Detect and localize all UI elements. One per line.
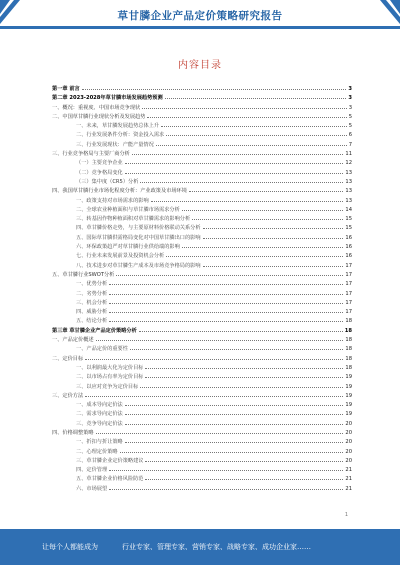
toc-entry-label: （三）集中度（CR5）分析 [76, 178, 139, 185]
toc-entry-label: （一）主要竞争企业 [76, 160, 123, 167]
toc-entry-page: 17 [345, 290, 352, 297]
toc-entry[interactable] [52, 130, 352, 139]
toc-entry[interactable] [52, 409, 352, 418]
toc-dot-leader [140, 382, 343, 388]
toc-entry[interactable] [52, 214, 352, 223]
toc-entry-label: 一、以利润最大化为定价目标 [76, 364, 144, 371]
toc-dot-leader [125, 437, 344, 443]
toc-dot-leader [109, 316, 343, 322]
toc-entry-page: 20 [345, 457, 352, 464]
toc-entry-page: 3 [348, 95, 352, 102]
toc-entry[interactable] [52, 484, 352, 493]
toc-entry-page: 18 [345, 364, 352, 371]
toc-title: 内容目录 [178, 60, 222, 71]
toc-entry-page: 18 [345, 318, 352, 325]
toc-dot-leader [125, 400, 344, 406]
toc-entry-page: 3 [348, 104, 352, 111]
toc-entry-page: 19 [345, 383, 352, 390]
toc-dot-leader [96, 428, 344, 434]
toc-entry-label: 五、国际草甘膦供需格局变化对中国草甘膦出口的影响 [76, 234, 201, 241]
toc-entry-page: 18 [344, 327, 352, 334]
toc-dot-leader [142, 103, 346, 109]
toc-entry[interactable] [52, 149, 352, 158]
toc-dot-leader [125, 409, 344, 415]
toc-entry[interactable] [52, 437, 352, 446]
toc-entry[interactable] [52, 196, 352, 205]
toc-entry-label: 一、产品定价概述 [52, 337, 94, 344]
toc-entry-page: 13 [345, 178, 352, 185]
toc-entry[interactable] [52, 363, 352, 372]
toc-dot-leader [125, 419, 344, 425]
toc-entry-label: 六、市场展望 [76, 485, 108, 492]
toc-dot-leader [165, 93, 347, 99]
toc-entry-label: 二、全球农业种植面积与草甘膦市场需求分析 [76, 206, 180, 213]
toc-entry-page: 15 [345, 216, 352, 223]
toc-entry-page: 18 [345, 355, 352, 362]
toc-dot-leader [109, 298, 343, 304]
toc-entry-label: 二、行业发展条件分析：资金投入需求 [76, 132, 165, 139]
page-header [0, 0, 400, 30]
toc-entry-page: 3 [348, 86, 352, 92]
toc-entry-page: 21 [345, 476, 352, 483]
toc-entry-label: 一、成本导向定价法 [76, 402, 123, 409]
toc-dot-leader [147, 112, 346, 118]
toc-entry-label: 二、心理定价策略 [76, 448, 118, 455]
toc-entry-label: 三、转基因作物种植面积对草甘膦需求的影响分析 [76, 216, 191, 223]
toc-entry-label: 五、结论分析 [76, 318, 108, 325]
toc-entry-label: （二）竞争格局变化 [76, 169, 123, 176]
toc-entry[interactable] [52, 382, 352, 391]
toc-entry-label: 第二章 2023-2028年草甘膦市场发展趋势预测 [52, 95, 163, 102]
toc-dot-leader [125, 168, 344, 174]
table-of-contents [52, 84, 352, 493]
toc-entry-page: 11 [345, 151, 352, 158]
toc-entry[interactable] [52, 205, 352, 214]
toc-dot-leader [192, 214, 343, 220]
toc-entry[interactable] [52, 428, 352, 437]
toc-entry-page: 5 [348, 123, 352, 130]
toc-dot-leader [145, 456, 343, 462]
toc-entry-page: 18 [345, 337, 352, 344]
toc-entry[interactable] [52, 354, 352, 363]
toc-entry[interactable] [52, 335, 352, 344]
toc-entry[interactable] [52, 84, 352, 93]
toc-entry-page: 7 [348, 141, 352, 148]
toc-dot-leader [145, 474, 343, 480]
toc-entry-label: 七、行业未来发展前景及投资机会分析 [76, 253, 165, 260]
toc-dot-leader [120, 447, 344, 453]
toc-dot-leader [109, 289, 343, 295]
toc-entry[interactable] [52, 400, 352, 409]
toc-entry-page: 17 [345, 309, 352, 316]
toc-entry-label: 一、产品定价的重要性 [76, 346, 128, 353]
toc-entry-label: 五、草甘膦企业价格风险防范 [76, 476, 144, 483]
toc-entry-label: 一、未来，草甘膦发展趋势总体上升 [76, 123, 160, 130]
toc-entry[interactable] [52, 177, 352, 186]
toc-entry-label: 一、概况：重视度、中国市场竞争现状 [52, 104, 141, 111]
toc-entry[interactable] [52, 242, 352, 251]
toc-dot-leader [166, 251, 343, 257]
toc-entry-page: 16 [345, 253, 352, 260]
toc-entry[interactable] [52, 307, 352, 316]
toc-dot-leader [139, 326, 343, 332]
toc-entry[interactable] [52, 270, 352, 279]
toc-entry[interactable] [52, 474, 352, 483]
toc-entry-page: 19 [345, 392, 352, 399]
toc-entry-label: 三、定价方法 [52, 392, 84, 399]
toc-entry-page: 14 [345, 206, 352, 213]
toc-dot-leader [85, 391, 343, 397]
toc-entry[interactable] [52, 289, 352, 298]
toc-dot-leader [161, 121, 347, 127]
toc-entry[interactable] [52, 316, 352, 325]
toc-dot-leader [82, 84, 347, 90]
toc-entry-label: 八、技术进步对草甘膦生产成本及市场竞争格局的影响 [76, 262, 201, 269]
toc-entry[interactable] [52, 465, 352, 474]
toc-entry-page: 21 [345, 467, 352, 474]
toc-entry-label: 六、环保政策趋严对草甘膦行业供给端的影响 [76, 244, 180, 251]
toc-entry-page: 15 [345, 225, 352, 232]
toc-entry-label: 一、政策支持对市场需求的影响 [76, 197, 149, 204]
toc-entry-label: 三、行业发展现状：产能产量情况 [76, 141, 154, 148]
toc-entry-label: 第三章 草甘膦企业产品定价策略分析 [52, 327, 137, 334]
toc-entry[interactable] [52, 344, 352, 353]
toc-entry[interactable] [52, 279, 352, 288]
toc-entry-label: 三、机会分析 [76, 299, 108, 306]
toc-dot-leader [96, 335, 344, 341]
toc-entry-label: 三、竞争导向定价法 [76, 420, 123, 427]
toc-entry-page: 19 [345, 402, 352, 409]
toc-entry[interactable] [52, 93, 352, 102]
toc-entry-label: 四、定价管理 [76, 467, 108, 474]
toc-entry[interactable] [52, 298, 352, 307]
toc-dot-leader [203, 233, 344, 239]
toc-entry[interactable] [52, 447, 352, 456]
toc-dot-leader [156, 140, 347, 146]
toc-entry-page: 5 [348, 113, 352, 120]
toc-entry-page: 6 [348, 132, 352, 139]
toc-entry-label: 二、以市场占有率为定价目标 [76, 374, 144, 381]
toc-entry[interactable] [52, 261, 352, 270]
toc-entry-page: 13 [345, 188, 352, 195]
toc-entry[interactable] [52, 223, 352, 232]
toc-entry-label: 二、劣势分析 [76, 290, 108, 297]
toc-entry-page: 17 [345, 299, 352, 306]
toc-dot-leader [130, 344, 344, 350]
toc-entry-label: 二、定价目标 [52, 355, 84, 362]
toc-entry-page: 20 [345, 439, 352, 446]
toc-entry[interactable] [52, 140, 352, 149]
footer-slogan-left: 让每个人都能成为 [42, 543, 98, 551]
toc-dot-leader [151, 196, 344, 202]
toc-entry-page: 20 [345, 448, 352, 455]
toc-dot-leader [109, 465, 343, 471]
toc-entry-label: 三、草甘膦企业定价策略建议 [76, 457, 144, 464]
toc-dot-leader [182, 242, 344, 248]
toc-entry[interactable] [52, 233, 352, 242]
toc-dot-leader [182, 205, 344, 211]
toc-dot-leader [125, 158, 344, 164]
toc-entry[interactable] [52, 168, 352, 177]
footer-slogan-right: 行业专家、管理专家、营销专家、战略专家、成功企业家…… [122, 543, 311, 551]
page-footer [0, 529, 400, 565]
toc-dot-leader [166, 130, 346, 136]
toc-entry-label: 二、需求导向定价法 [76, 411, 123, 418]
toc-entry-label: 四、草甘膦价格走势，与主要原材料价格联动关系分析 [76, 225, 201, 232]
toc-entry[interactable] [52, 112, 352, 121]
toc-entry-label: 三、行业竞争格局与主要厂商分析 [52, 151, 130, 158]
toc-entry-label: 三、以应对竞争为定价目标 [76, 383, 139, 390]
toc-entry-label: 四、威胁分析 [76, 309, 108, 316]
toc-dot-leader [85, 354, 343, 360]
toc-entry-page: 17 [345, 281, 352, 288]
toc-entry-page: 16 [345, 234, 352, 241]
toc-entry-page: 17 [345, 271, 352, 278]
toc-dot-leader [109, 307, 343, 313]
toc-dot-leader [116, 270, 343, 276]
toc-entry[interactable] [52, 456, 352, 465]
toc-entry-page: 21 [345, 485, 352, 492]
toc-dot-leader [109, 484, 343, 490]
header-rule [0, 26, 400, 29]
toc-entry-page: 16 [345, 244, 352, 251]
report-title: 草甘膦企业产品定价策略研究报告 [117, 10, 283, 22]
toc-entry-page: 20 [345, 429, 352, 436]
toc-entry-page: 19 [345, 411, 352, 418]
toc-entry[interactable] [52, 326, 352, 335]
header-right-stripes [364, 0, 400, 26]
toc-dot-leader [203, 223, 344, 229]
toc-dot-leader [203, 261, 344, 267]
toc-entry[interactable] [52, 251, 352, 260]
toc-entry[interactable] [52, 391, 352, 400]
toc-dot-leader [145, 372, 343, 378]
toc-entry-label: 四、价格调整策略 [52, 429, 94, 436]
toc-entry-label: 五、草甘膦行业SWOT分析 [52, 271, 115, 278]
toc-entry-page: 17 [345, 262, 352, 269]
toc-entry-label: 第一章 前言 [52, 86, 80, 92]
toc-entry-page: 18 [345, 346, 352, 353]
toc-entry-page: 12 [345, 160, 352, 167]
toc-entry[interactable] [52, 121, 352, 130]
toc-entry[interactable] [52, 419, 352, 428]
toc-entry[interactable] [52, 158, 352, 167]
toc-dot-leader [132, 149, 344, 155]
toc-entry[interactable] [52, 103, 352, 112]
toc-dot-leader [109, 279, 343, 285]
toc-entry-page: 13 [345, 169, 352, 176]
toc-dot-leader [145, 363, 343, 369]
toc-entry-label: 一、折扣与折让策略 [76, 439, 123, 446]
toc-entry[interactable] [52, 372, 352, 381]
toc-entry[interactable] [52, 186, 352, 195]
toc-dot-leader [140, 177, 343, 183]
toc-entry-label: 二、中国草甘膦行业现状分析及发展趋势 [52, 113, 146, 120]
toc-entry-page: 13 [345, 197, 352, 204]
page-number: 1 [344, 512, 348, 518]
toc-entry-label: 四、我国草甘膦行业市场化程度分析：产业政策及市场环境 [52, 188, 187, 195]
toc-entry-page: 19 [345, 374, 352, 381]
toc-entry-page: 20 [345, 420, 352, 427]
toc-entry-label: 一、优势分析 [76, 281, 108, 288]
toc-dot-leader [189, 186, 344, 192]
